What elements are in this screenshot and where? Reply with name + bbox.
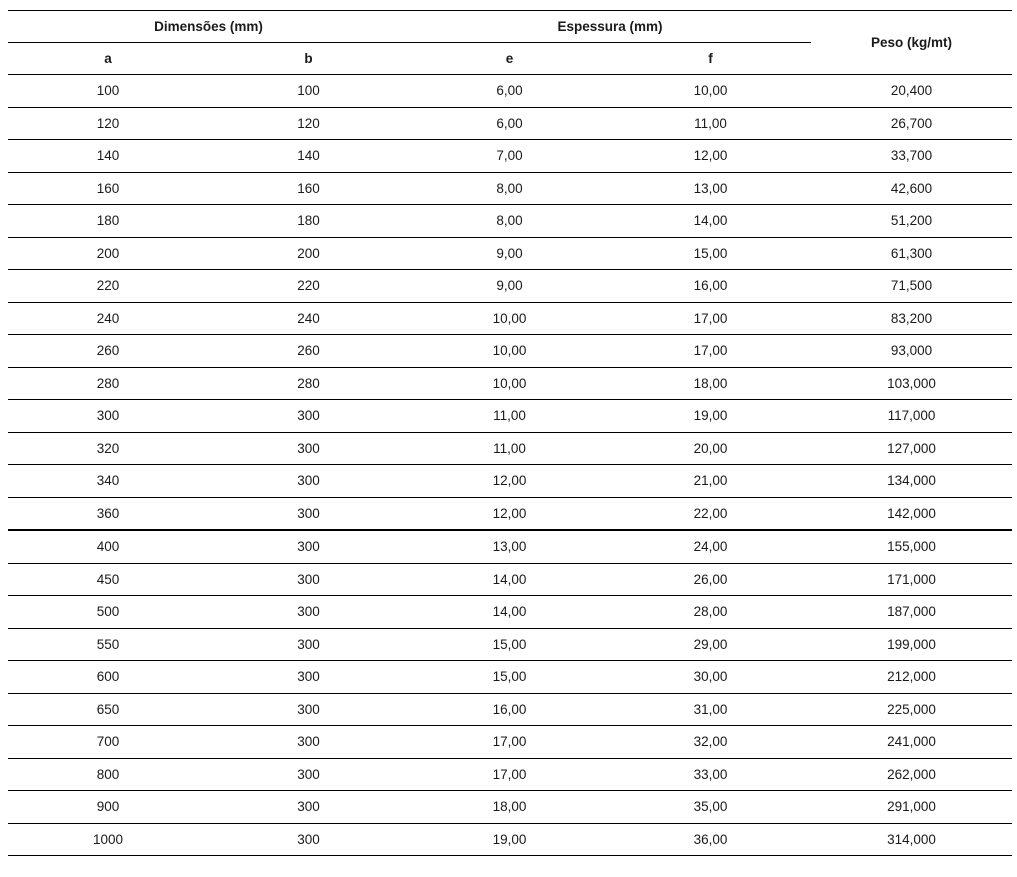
cell-e: 16,00: [409, 693, 610, 726]
cell-b: 120: [208, 107, 409, 140]
table-body: [8, 75, 1012, 856]
cell-peso: 127,000: [811, 432, 1012, 465]
cell-f: 32,00: [610, 726, 811, 759]
header-col-e: e: [505, 51, 514, 66]
table-row: [8, 530, 1012, 563]
cell-f: 11,00: [610, 107, 811, 140]
cell-a: 700: [8, 726, 208, 759]
table-row: [8, 75, 1012, 108]
cell-f: 17,00: [610, 302, 811, 335]
cell-peso: 103,000: [811, 367, 1012, 400]
table-row: [8, 758, 1012, 791]
table-row: [8, 497, 1012, 530]
table-row: [8, 791, 1012, 824]
cell-peso: 117,000: [811, 400, 1012, 433]
cell-a: 340: [8, 465, 208, 498]
cell-b: 300: [208, 497, 409, 530]
cell-e: 18,00: [409, 791, 610, 824]
cell-peso: 187,000: [811, 596, 1012, 629]
table-row: [8, 172, 1012, 205]
cell-peso: 33,700: [811, 140, 1012, 173]
cell-b: 300: [208, 758, 409, 791]
cell-b: 200: [208, 237, 409, 270]
cell-a: 180: [8, 205, 208, 238]
cell-f: 24,00: [610, 530, 811, 563]
cell-e: 8,00: [409, 172, 610, 205]
cell-f: 18,00: [610, 367, 811, 400]
header-row-groups: [8, 11, 1012, 43]
table-row: [8, 432, 1012, 465]
cell-a: 550: [8, 628, 208, 661]
cell-e: 10,00: [409, 302, 610, 335]
cell-b: 300: [208, 823, 409, 856]
cell-e: 19,00: [409, 823, 610, 856]
cell-peso: 134,000: [811, 465, 1012, 498]
header-peso: Peso (kg/mt): [811, 11, 1012, 75]
cell-f: 28,00: [610, 596, 811, 629]
cell-a: 100: [8, 75, 208, 108]
cell-e: 12,00: [409, 497, 610, 530]
cell-f: 30,00: [610, 661, 811, 694]
header-espessura: Espessura (mm): [409, 11, 811, 43]
cell-peso: 61,300: [811, 237, 1012, 270]
cell-e: 15,00: [409, 661, 610, 694]
cell-f: 29,00: [610, 628, 811, 661]
cell-a: 160: [8, 172, 208, 205]
cell-e: 10,00: [409, 367, 610, 400]
cell-e: 15,00: [409, 628, 610, 661]
table-row: [8, 335, 1012, 368]
cell-b: 220: [208, 270, 409, 303]
cell-a: 900: [8, 791, 208, 824]
cell-b: 300: [208, 465, 409, 498]
cell-e: 17,00: [409, 726, 610, 759]
cell-e: 8,00: [409, 205, 610, 238]
cell-b: 100: [208, 75, 409, 108]
cell-a: 360: [8, 497, 208, 530]
table-row: [8, 596, 1012, 629]
table-row: [8, 302, 1012, 335]
cell-a: 400: [8, 530, 208, 563]
cell-peso: 93,000: [811, 335, 1012, 368]
cell-e: 12,00: [409, 465, 610, 498]
cell-a: 280: [8, 367, 208, 400]
header-col-a: a: [104, 51, 112, 66]
cell-e: 14,00: [409, 563, 610, 596]
cell-a: 240: [8, 302, 208, 335]
cell-peso: 83,200: [811, 302, 1012, 335]
cell-f: 31,00: [610, 693, 811, 726]
cell-f: 21,00: [610, 465, 811, 498]
cell-peso: 142,000: [811, 497, 1012, 530]
cell-a: 600: [8, 661, 208, 694]
cell-b: 300: [208, 530, 409, 563]
cell-f: 12,00: [610, 140, 811, 173]
table-row: [8, 661, 1012, 694]
cell-a: 320: [8, 432, 208, 465]
cell-f: 10,00: [610, 75, 811, 108]
table-row: [8, 140, 1012, 173]
cell-f: 17,00: [610, 335, 811, 368]
cell-a: 800: [8, 758, 208, 791]
cell-e: 11,00: [409, 432, 610, 465]
cell-a: 450: [8, 563, 208, 596]
cell-b: 280: [208, 367, 409, 400]
cell-b: 300: [208, 628, 409, 661]
header-col-b: b: [304, 51, 313, 66]
table-row: [8, 270, 1012, 303]
cell-peso: 199,000: [811, 628, 1012, 661]
cell-e: 10,00: [409, 335, 610, 368]
cell-peso: 155,000: [811, 530, 1012, 563]
header-dimensoes: Dimensões (mm): [8, 11, 409, 43]
table-row: [8, 726, 1012, 759]
dimensions-table-container: [8, 10, 1012, 856]
cell-a: 650: [8, 693, 208, 726]
cell-b: 300: [208, 791, 409, 824]
header-col-f: f: [708, 51, 713, 66]
table-row: [8, 205, 1012, 238]
cell-a: 140: [8, 140, 208, 173]
cell-f: 16,00: [610, 270, 811, 303]
cell-e: 11,00: [409, 400, 610, 433]
cell-e: 6,00: [409, 107, 610, 140]
cell-b: 300: [208, 596, 409, 629]
table-row: [8, 628, 1012, 661]
cell-peso: 291,000: [811, 791, 1012, 824]
cell-e: 17,00: [409, 758, 610, 791]
dimensions-table: [8, 10, 1012, 856]
cell-b: 160: [208, 172, 409, 205]
table-row: [8, 367, 1012, 400]
cell-f: 22,00: [610, 497, 811, 530]
cell-b: 180: [208, 205, 409, 238]
table-row: [8, 237, 1012, 270]
cell-f: 14,00: [610, 205, 811, 238]
cell-peso: 51,200: [811, 205, 1012, 238]
cell-peso: 171,000: [811, 563, 1012, 596]
cell-a: 120: [8, 107, 208, 140]
cell-e: 9,00: [409, 237, 610, 270]
cell-a: 200: [8, 237, 208, 270]
cell-a: 500: [8, 596, 208, 629]
cell-b: 300: [208, 432, 409, 465]
cell-f: 33,00: [610, 758, 811, 791]
cell-e: 6,00: [409, 75, 610, 108]
cell-f: 35,00: [610, 791, 811, 824]
cell-e: 7,00: [409, 140, 610, 173]
cell-peso: 71,500: [811, 270, 1012, 303]
cell-b: 140: [208, 140, 409, 173]
cell-f: 20,00: [610, 432, 811, 465]
table-row: [8, 107, 1012, 140]
table-row: [8, 400, 1012, 433]
table-header: [8, 11, 1012, 75]
cell-e: 14,00: [409, 596, 610, 629]
cell-b: 300: [208, 563, 409, 596]
cell-f: 15,00: [610, 237, 811, 270]
cell-b: 300: [208, 726, 409, 759]
cell-b: 300: [208, 400, 409, 433]
cell-peso: 212,000: [811, 661, 1012, 694]
cell-peso: 20,400: [811, 75, 1012, 108]
table-row: [8, 563, 1012, 596]
cell-a: 220: [8, 270, 208, 303]
table-row: [8, 823, 1012, 856]
cell-a: 1000: [8, 823, 208, 856]
cell-b: 300: [208, 693, 409, 726]
cell-f: 13,00: [610, 172, 811, 205]
cell-e: 13,00: [409, 530, 610, 563]
cell-peso: 42,600: [811, 172, 1012, 205]
cell-b: 300: [208, 661, 409, 694]
cell-f: 36,00: [610, 823, 811, 856]
table-row: [8, 465, 1012, 498]
table-row: [8, 693, 1012, 726]
cell-peso: 314,000: [811, 823, 1012, 856]
cell-peso: 225,000: [811, 693, 1012, 726]
cell-peso: 241,000: [811, 726, 1012, 759]
cell-f: 26,00: [610, 563, 811, 596]
cell-a: 260: [8, 335, 208, 368]
cell-f: 19,00: [610, 400, 811, 433]
cell-peso: 26,700: [811, 107, 1012, 140]
cell-peso: 262,000: [811, 758, 1012, 791]
cell-e: 9,00: [409, 270, 610, 303]
cell-b: 240: [208, 302, 409, 335]
cell-a: 300: [8, 400, 208, 433]
cell-b: 260: [208, 335, 409, 368]
